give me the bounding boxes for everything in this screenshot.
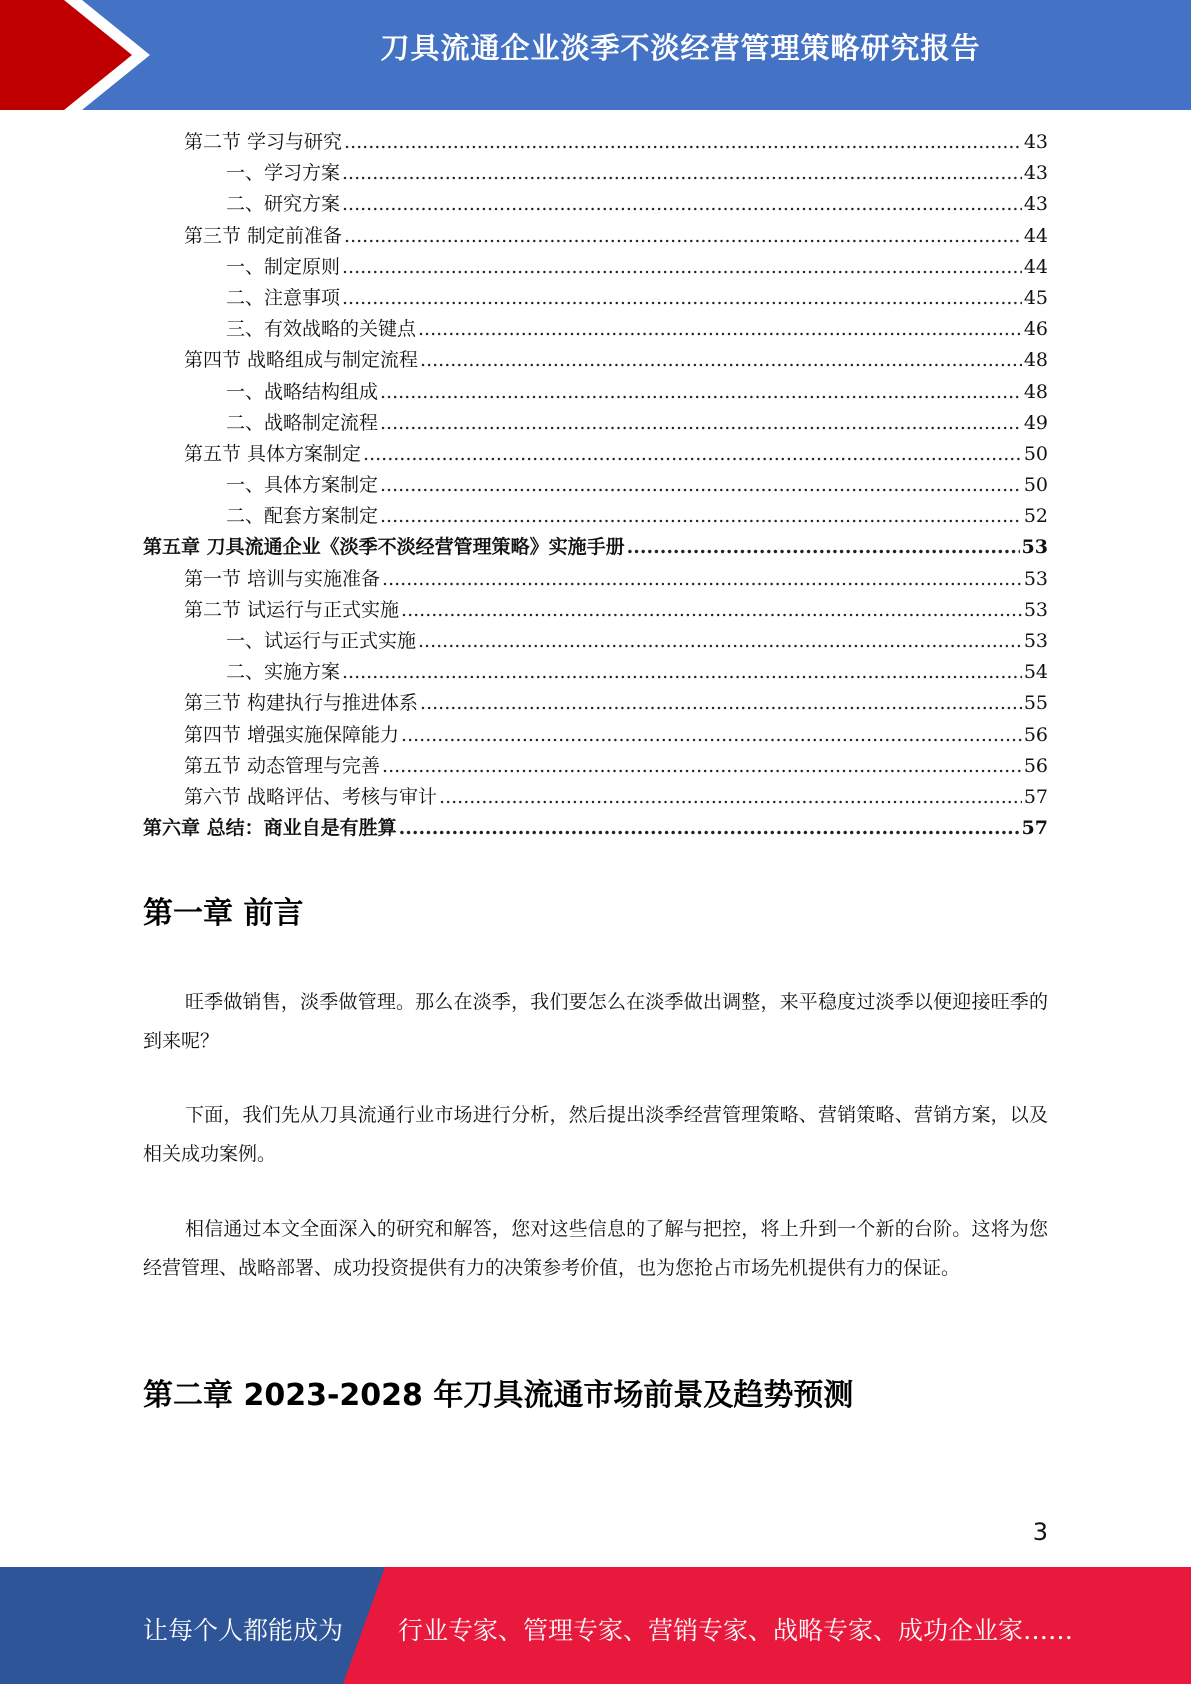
toc-entry-page: 53: [1023, 598, 1048, 621]
toc-dot-leader: [399, 817, 1020, 839]
toc-dot-leader: [342, 193, 1022, 215]
toc-entry-title: 第三节 制定前准备: [184, 224, 343, 247]
toc-entry-title: 第五节 动态管理与完善: [184, 754, 381, 777]
toc-dot-leader: [380, 474, 1022, 496]
toc-entry[interactable]: [143, 314, 1048, 345]
toc-dot-leader: [342, 162, 1022, 184]
toc-entry-title: 二、注意事项: [226, 286, 341, 309]
toc-dot-leader: [342, 287, 1022, 309]
toc-entry-title: 一、战略结构组成: [226, 380, 379, 403]
toc-entry[interactable]: [143, 657, 1048, 688]
toc-entry-page: 53: [1023, 630, 1048, 652]
toc-entry[interactable]: [143, 626, 1048, 657]
toc-entry-title: 三、有效战略的关键点: [226, 318, 417, 341]
toc-dot-leader: [418, 318, 1022, 340]
toc-entry[interactable]: [143, 532, 1048, 563]
toc-entry[interactable]: [143, 720, 1048, 751]
toc-entry[interactable]: [143, 564, 1048, 595]
toc-entry[interactable]: [143, 127, 1048, 158]
toc-entry-page: 52: [1023, 505, 1048, 528]
toc-dot-leader: [420, 349, 1022, 371]
toc-entry[interactable]: [143, 501, 1048, 532]
toc-entry[interactable]: [143, 345, 1048, 376]
toc-entry[interactable]: [143, 688, 1048, 719]
table-of-contents: [143, 127, 1048, 844]
toc-entry-title: 第二节 试运行与正式实施: [184, 598, 400, 621]
toc-entry-page: 43: [1023, 162, 1048, 185]
page-footer: [0, 1567, 1191, 1684]
toc-entry-title: 第四节 战略组成与制定流程: [184, 349, 419, 372]
toc-entry-title: 一、制定原则: [226, 255, 341, 278]
toc-entry-title: 第六节 战略评估、考核与审计: [184, 785, 438, 808]
toc-entry-page: 56: [1023, 754, 1048, 777]
toc-entry-title: 第五章 刀具流通企业《淡季不淡经营管理策略》实施手册: [143, 536, 625, 559]
toc-dot-leader: [380, 381, 1022, 403]
toc-dot-leader: [380, 412, 1022, 434]
toc-entry[interactable]: [143, 189, 1048, 220]
paragraph: 相信通过本文全面深入的研究和解答，您对这些信息的了解与把控，将上升到一个新的台阶。这将为您经营管理、战略部署、成功投资提供有力的决策参考价值，也为您抢占市场先机提供有力的保证。: [143, 1218, 1048, 1279]
toc-entry-page: 54: [1023, 661, 1048, 684]
toc-entry-page: 48: [1023, 380, 1048, 403]
toc-entry-page: 57: [1023, 785, 1048, 808]
toc-entry-title: 一、具体方案制定: [226, 474, 379, 497]
toc-dot-leader: [344, 225, 1022, 247]
footer-slogan-right: 行业专家、管理专家、营销专家、战略专家、成功企业家……: [398, 1616, 1074, 1645]
toc-dot-leader: [344, 131, 1022, 153]
toc-entry-title: 一、试运行与正式实施: [226, 630, 417, 652]
toc-entry[interactable]: [143, 377, 1048, 408]
footer-slogan-left: 让每个人都能成为: [143, 1616, 344, 1645]
toc-dot-leader: [342, 256, 1022, 278]
toc-entry-page: 48: [1023, 349, 1048, 372]
toc-entry[interactable]: [143, 751, 1048, 782]
toc-entry-title: 第三节 构建执行与推进体系: [184, 692, 419, 715]
toc-entry-title: 一、学习方案: [226, 162, 341, 185]
toc-entry[interactable]: [143, 595, 1048, 626]
toc-dot-leader: [401, 599, 1022, 621]
toc-dot-leader: [439, 786, 1022, 808]
toc-entry-title: 第六章 总结：商业自是有胜算: [143, 817, 397, 840]
toc-entry-title: 二、实施方案: [226, 661, 341, 684]
toc-entry-page: 49: [1023, 411, 1048, 434]
header-title: 刀具流通企业淡季不淡经营管理策略研究报告: [380, 31, 981, 65]
toc-entry-title: 二、配套方案制定: [226, 505, 379, 528]
page-number: 3: [1032, 1518, 1048, 1546]
toc-entry[interactable]: [143, 252, 1048, 283]
toc-dot-leader: [627, 536, 1020, 558]
toc-entry-page: 56: [1023, 723, 1048, 746]
toc-entry-page: 43: [1023, 131, 1048, 153]
toc-dot-leader: [380, 505, 1022, 527]
toc-entry[interactable]: [143, 782, 1048, 813]
toc-entry-page: 50: [1023, 474, 1048, 497]
toc-entry[interactable]: [143, 439, 1048, 470]
toc-dot-leader: [342, 661, 1022, 683]
toc-dot-leader: [382, 568, 1022, 590]
toc-entry-page: 53: [1021, 536, 1048, 559]
toc-entry-page: 46: [1023, 318, 1048, 341]
toc-entry[interactable]: [143, 408, 1048, 439]
toc-entry[interactable]: [143, 470, 1048, 501]
toc-entry-page: 50: [1023, 442, 1048, 465]
red-arrow-decoration: [0, 0, 160, 110]
toc-dot-leader: [420, 692, 1022, 714]
toc-entry-page: 43: [1023, 193, 1048, 216]
toc-entry[interactable]: [143, 158, 1048, 189]
toc-dot-leader: [418, 630, 1022, 652]
toc-entry-page: 44: [1023, 224, 1048, 247]
toc-entry-page: 45: [1023, 286, 1048, 309]
toc-entry-title: 第一节 培训与实施准备: [184, 567, 381, 590]
toc-entry-title: 第五节 具体方案制定: [184, 442, 362, 465]
page-header: [0, 0, 1191, 110]
chapter-title: 第一章 前言: [143, 896, 304, 931]
toc-entry[interactable]: [143, 221, 1048, 252]
toc-entry[interactable]: [143, 813, 1048, 844]
toc-entry-page: 53: [1023, 567, 1048, 590]
toc-entry-page: 55: [1023, 692, 1048, 715]
toc-dot-leader: [382, 755, 1022, 777]
toc-entry-page: 57: [1021, 817, 1048, 840]
paragraph: 旺季做销售，淡季做管理。那么在淡季，我们要怎么在淡季做出调整，来平稳度过淡季以便迎接旺季的到来呢？: [143, 991, 1048, 1052]
toc-entry-page: 44: [1023, 255, 1048, 278]
toc-dot-leader: [401, 724, 1022, 746]
toc-entry-title: 二、研究方案: [226, 193, 341, 216]
toc-entry-title: 第二节 学习与研究: [184, 131, 343, 153]
toc-entry-title: 第四节 增强实施保障能力: [184, 723, 400, 746]
toc-dot-leader: [363, 443, 1022, 465]
toc-entry[interactable]: [143, 283, 1048, 314]
toc-entry-title: 二、战略制定流程: [226, 411, 379, 434]
chapter-title: 第二章 2023-2028 年刀具流通市场前景及趋势预测: [143, 1378, 854, 1413]
paragraph: 下面，我们先从刀具流通行业市场进行分析，然后提出淡季经营管理策略、营销策略、营销方案，以及相关成功案例。: [143, 1104, 1048, 1165]
